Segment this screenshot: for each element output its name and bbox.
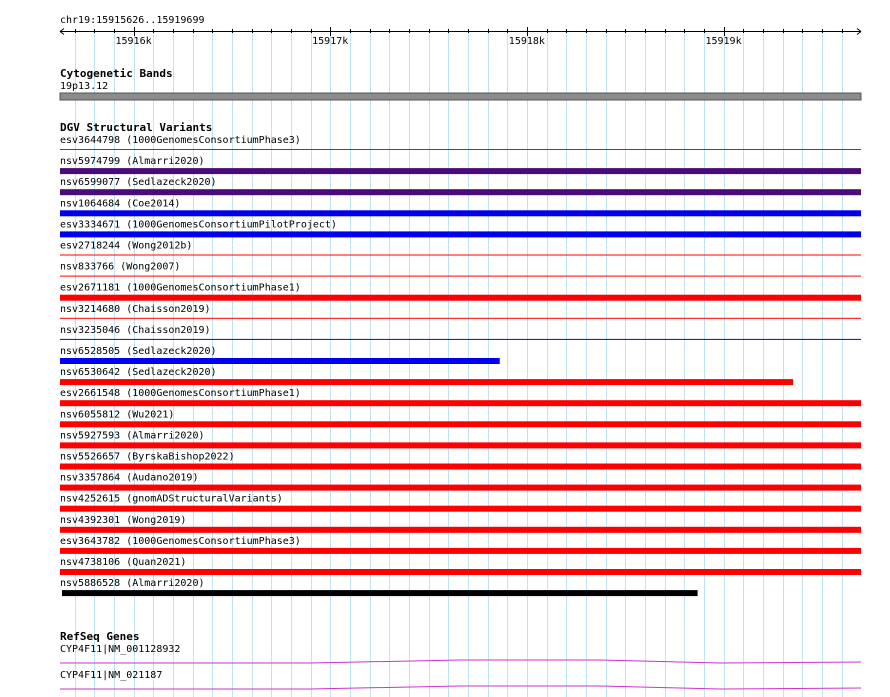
variant-bar[interactable] (60, 464, 861, 470)
variant-feature[interactable] (60, 346, 500, 364)
variant-label: nsv6599077 (Sedlazeck2020) (60, 177, 217, 189)
variant-label: nsv3357864 (Audano2019) (60, 472, 199, 484)
variant-label: nsv6528505 (Sedlazeck2020) (60, 346, 217, 357)
variant-feature[interactable] (60, 515, 861, 533)
variant-label: esv2718244 (Wong2012b) (60, 240, 193, 252)
variant-bar[interactable] (60, 358, 500, 364)
variant-label: nsv5927593 (Almarri2020) (60, 430, 205, 442)
variant-feature[interactable] (60, 325, 861, 340)
variant-label: nsv5886528 (Almarri2020) (60, 578, 205, 590)
variant-label: esv3644798 (1000GenomesConsortiumPhase3) (60, 135, 301, 146)
variant-label: nsv3214680 (Chaisson2019) (60, 303, 211, 315)
variant-bar[interactable] (62, 590, 698, 596)
variant-bar[interactable] (60, 400, 861, 406)
variant-label: nsv6530642 (Sedlazeck2020) (60, 367, 217, 379)
gene-model-line[interactable] (60, 660, 861, 663)
gene-label: CYP4F11|NM_001128932 (60, 644, 181, 655)
variant-bar[interactable] (60, 168, 861, 174)
ruler-ticks (60, 27, 861, 47)
variant-label: nsv4738106 (Quan2021) (60, 557, 187, 568)
variant-bar[interactable] (60, 569, 861, 575)
variant-bar[interactable] (60, 210, 861, 216)
variant-feature[interactable] (60, 494, 861, 512)
refseq-genes-track[interactable] (60, 630, 861, 689)
variant-bar[interactable] (60, 189, 861, 195)
variant-label: nsv4392301 (Wong2019) (60, 514, 187, 526)
variant-bar[interactable] (60, 506, 861, 512)
gene-label: CYP4F11|NM_021187 (60, 670, 163, 681)
variant-label: nsv1064684 (Coe2014) (60, 198, 181, 210)
variant-feature[interactable] (60, 452, 861, 470)
cytoband-label: 19p13.12 (60, 81, 109, 92)
variant-bar[interactable] (60, 255, 861, 256)
variant-bar[interactable] (60, 421, 861, 427)
variant-feature[interactable] (60, 536, 861, 554)
variant-bar[interactable] (60, 318, 861, 319)
variant-feature[interactable] (60, 557, 861, 575)
variant-feature[interactable] (60, 198, 861, 216)
dgv-structural-variants-track[interactable] (60, 121, 861, 596)
variant-feature[interactable] (60, 473, 861, 491)
variant-feature[interactable] (60, 367, 793, 385)
ruler-tick-label: 15916k (115, 36, 152, 47)
ruler-tick-label: 15917k (312, 36, 349, 47)
coordinate-ruler[interactable] (60, 15, 861, 47)
cytoband-track-title: Cytogenetic Bands (60, 67, 173, 80)
variant-label: nsv6055812 (Wu2021) (60, 409, 175, 421)
variant-label: nsv3235046 (Chaisson2019) (60, 324, 211, 336)
variant-feature[interactable] (60, 219, 861, 237)
cytogenetic-bands-track[interactable] (60, 67, 861, 100)
variant-label: nsv4252615 (gnomADStructuralVariants) (60, 493, 283, 505)
variant-bar[interactable] (60, 339, 861, 340)
gene-feature[interactable] (60, 644, 861, 663)
gene-feature[interactable] (60, 670, 861, 689)
variant-feature[interactable] (60, 304, 861, 319)
variant-label: nsv5974799 (Almarri2020) (60, 156, 205, 168)
variant-feature[interactable] (60, 156, 861, 174)
variant-bar[interactable] (60, 485, 861, 491)
ruler-tick-label: 15919k (705, 36, 742, 47)
refseq-track-title: RefSeq Genes (60, 630, 140, 643)
variant-feature[interactable] (60, 177, 861, 195)
variant-bar[interactable] (60, 231, 861, 237)
variant-feature[interactable] (60, 135, 861, 150)
variant-feature[interactable] (60, 283, 861, 301)
variant-label: esv2661548 (1000GenomesConsortiumPhase1) (60, 388, 301, 400)
variant-label: nsv833766 (Wong2007) (60, 261, 181, 273)
ruler-tick-label: 15918k (508, 36, 545, 47)
variant-bar[interactable] (60, 379, 793, 385)
variant-feature[interactable] (60, 262, 861, 277)
variant-feature[interactable] (60, 430, 861, 448)
variant-feature[interactable] (60, 241, 861, 256)
variant-bar[interactable] (60, 548, 861, 554)
variant-label: nsv5526657 (ByrskaBishop2022) (60, 451, 235, 463)
cytoband-bar[interactable] (60, 93, 861, 100)
variant-label: esv3334671 (1000GenomesConsortiumPilotProject) (60, 219, 337, 231)
locus-label: chr19:15915626..15919699 (60, 15, 205, 26)
variant-bar[interactable] (60, 527, 861, 533)
variant-bar[interactable] (60, 295, 861, 301)
variant-feature[interactable] (60, 578, 698, 596)
variant-feature[interactable] (60, 409, 861, 427)
gene-model-line[interactable] (60, 686, 861, 689)
variant-feature[interactable] (60, 388, 861, 406)
variant-bar[interactable] (60, 276, 861, 277)
variant-label: esv3643782 (1000GenomesConsortiumPhase3) (60, 535, 301, 547)
variant-label: esv2671181 (1000GenomesConsortiumPhase1) (60, 282, 301, 294)
dgv-track-title: DGV Structural Variants (60, 121, 213, 134)
variant-bar[interactable] (60, 442, 861, 448)
variant-bar[interactable] (60, 149, 861, 150)
